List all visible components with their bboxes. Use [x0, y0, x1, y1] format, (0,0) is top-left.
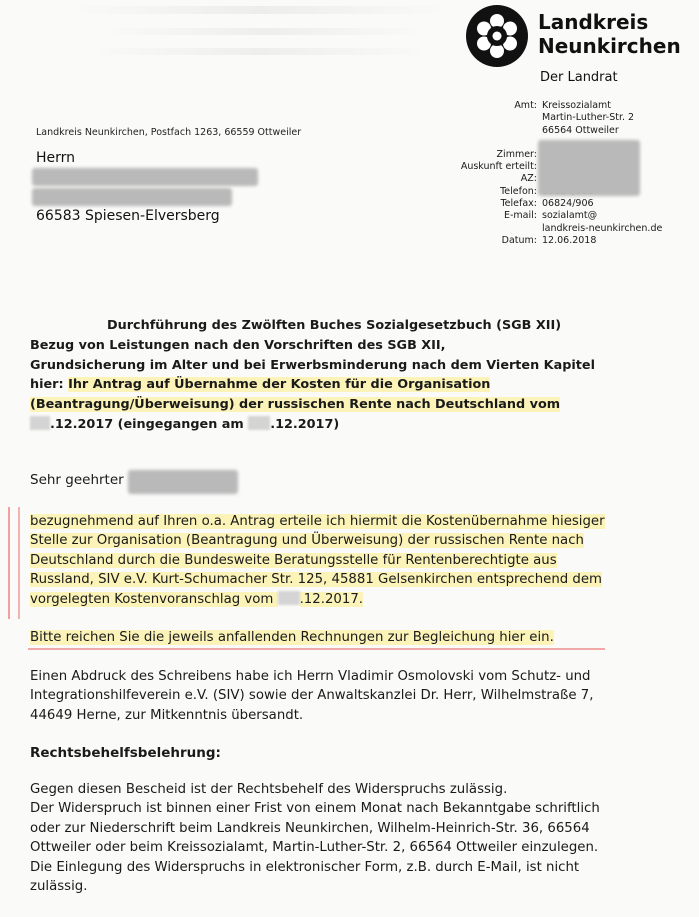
margin-marker: [8, 507, 20, 619]
paragraph-1-line: bezugnehmend auf Ihren o.a. Antrag erteile ich hiermit die Kostenübernahme hiesiger: [30, 514, 605, 529]
paragraph-4-line: Gegen diesen Bescheid ist der Rechtsbehelf des Widerspruchs zulässig.: [30, 782, 508, 797]
amt-label: Amt:: [514, 100, 537, 111]
paragraph-4-line: oder zur Niederschrift beim Landkreis Neunkirchen, Wilhelm-Heinrich-Str. 36, 66564: [30, 820, 590, 836]
paragraph-1-line: Russland, SIV e.V. Kurt-Schumacher Str. 125, 45881 Gelsenkirchen entsprechend dem: [30, 572, 602, 588]
paragraph-4-line: Der Widerspruch ist binnen einer Frist von einem Monat nach Bekanntgabe schriftlich: [30, 801, 600, 817]
paragraph-3-line: Integrationshilfeverein e.V. (SIV) sowie der Anwaltskanzlei Dr. Herr, Wilhelmstraße 7,: [30, 688, 594, 704]
landkreis-emblem-icon: [465, 4, 529, 68]
salutation: Sehr geehrter: [30, 472, 124, 488]
telefax-value: 06824/906: [542, 198, 594, 210]
datum-label: Datum:: [501, 234, 537, 246]
subject-block: [30, 316, 680, 435]
zimmer-label: Zimmer:: [496, 148, 537, 160]
redacted-contact-details: [538, 140, 640, 196]
recipient-salutation: Herrn: [36, 150, 76, 166]
logo-title-line2: Neunkirchen: [538, 34, 681, 58]
email-line-2: landkreis-neunkirchen.de: [542, 222, 663, 234]
subject-line-3: Grundsicherung im Alter und bei Erwerbsminderung nach dem Vierten Kapitel: [30, 357, 595, 373]
rechtsbehelf-heading: Rechtsbehelfsbelehrung:: [30, 745, 221, 761]
auskunft-label: Auskunft erteilt:: [460, 161, 537, 173]
paragraph-approval: [30, 512, 680, 609]
subject-line-4: [30, 375, 680, 395]
paragraph-1-line: Deutschland durch die Bundesweite Beratungsstelle für Rentenberechtigte aus: [30, 552, 557, 568]
subject-line-6: .12.2017 (eingegangen am .12.2017): [30, 415, 680, 435]
paragraph-3-line: 44649 Herne, zur Mitkenntnis übersandt.: [30, 707, 304, 723]
sender-address-line: Landkreis Neunkirchen, Postfach 1263, 66559 Ottweiler: [36, 127, 302, 138]
telefax-label: Telefax:: [500, 198, 537, 210]
logo-title: [538, 10, 681, 58]
paragraph-1-line: Stelle zur Organisation (Beantragung und Überweisung) der russischen Rente nach: [30, 533, 584, 549]
redacted-salutation-name: [128, 470, 238, 494]
telefon-label: Telefon:: [500, 185, 537, 197]
logo-subtitle: Der Landrat: [540, 70, 618, 85]
amt-line-1: Kreissozialamt: [542, 100, 612, 111]
recipient-address: [36, 150, 75, 166]
subject-line-2: Bezug von Leistungen nach den Vorschriften des SGB XII,: [30, 337, 446, 353]
email-line-1: sozialamt@: [542, 210, 598, 222]
redacted-recipient-street: [32, 188, 232, 206]
paragraph-3-line: Einen Abdruck des Schreibens habe ich Herrn Vladimir Osmolovski vom Schutz- und: [30, 669, 591, 684]
email-label: E-mail:: [504, 210, 537, 222]
redacted-recipient-name: [32, 168, 258, 186]
paragraph-copy-notice: [30, 667, 680, 725]
amt-line-2: Martin-Luther-Str. 2: [542, 112, 635, 124]
landkreis-logo: [465, 4, 695, 86]
paragraph-invoices: Bitte reichen Sie die jeweils anfallenden Rechnungen zur Begleichung hier ein.: [30, 630, 554, 645]
logo-title-line1: Landkreis: [538, 10, 649, 34]
az-label: AZ:: [520, 173, 537, 185]
paragraph-1-line: vorgelegten Kostenvoranschlag vom .12.2017.: [30, 591, 364, 607]
red-underline: [28, 648, 605, 650]
subject-line-1: Durchführung des Zwölften Buches Sozialgesetzbuch (SGB XII): [107, 318, 562, 333]
datum-value: 12.06.2018: [542, 234, 597, 246]
paragraph-4-line: zulässig.: [30, 879, 88, 895]
subject-line-4-highlight: Ihr Antrag auf Übernahme der Kosten für die Organisation: [68, 377, 491, 393]
paragraph-legal-remedy: [30, 780, 680, 896]
recipient-city-line: 66583 Spiesen-Elversberg: [36, 208, 220, 224]
subject-line-5: (Beantragung/Überweisung) der russischen Rente nach Deutschland vom: [30, 397, 561, 413]
subject-line-4-prefix: hier:: [30, 377, 69, 393]
paragraph-4-line: Ottweiler oder beim Kreissozialamt, Martin-Luther-Str. 2, 66564 Ottweiler einzulegen.: [30, 840, 599, 856]
amt-line-3: 66564 Ottweiler: [542, 124, 619, 136]
paragraph-4-line: Die Einlegung des Widerspruchs in elektronischer Form, z.B. durch E-Mail, ist nicht: [30, 859, 580, 875]
bleed-through-text: [70, 6, 450, 66]
